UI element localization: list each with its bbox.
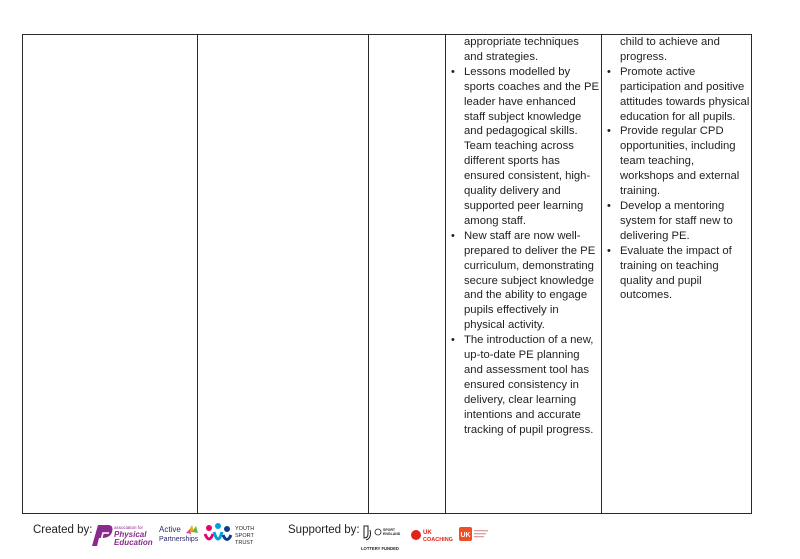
next-steps-bullet: • Provide regular CPD opportunities, including team teaching, workshops and external training.	[606, 124, 750, 199]
next-steps-bullet: • Evaluate the impact of training on teaching quality and pupil outcomes.	[606, 244, 750, 304]
youth-sport-trust-logo	[203, 522, 261, 550]
yst-line1: YOUTH	[235, 526, 255, 532]
afpe-tagline: association for	[114, 525, 144, 530]
uk-coaching-line2: COACHING	[423, 537, 453, 543]
afpe-education: Education	[114, 538, 153, 547]
lottery-funded-caption: LOTTERY FUNDED	[361, 546, 399, 551]
active-partnerships-logo	[158, 523, 200, 547]
active-partnerships-line1: Active	[159, 525, 181, 534]
uk-coaching-logo	[410, 526, 454, 546]
impact-continuation: appropriate techniques and strategies.	[464, 36, 579, 63]
column-divider	[197, 35, 198, 513]
plan-table	[22, 34, 752, 514]
column-divider	[368, 35, 369, 513]
afpe-physical: Physical	[114, 530, 147, 539]
uk-coaching-line1: UK	[423, 530, 432, 536]
next-steps-continuation: child to achieve and progress.	[620, 36, 720, 63]
next-steps-bullet: • Develop a mentoring system for staff new to delivering PE.	[606, 199, 750, 244]
footer	[0, 520, 800, 557]
impact-bullet: • The introduction of a new, up-to-date PE planning and assessment tool has ensured consistency in delivery, clear learning intentions and accurate tracking of pupil progress.	[450, 333, 600, 437]
next-steps-cell	[606, 35, 750, 303]
active-partnerships-line2: Partnerships	[159, 536, 199, 543]
afpe-logo	[90, 522, 154, 548]
yst-line3: TRUST	[235, 540, 254, 546]
impact-bullet: • Lessons modelled by sports coaches and the PE leader have enhanced staff subject knowledge and pedagogical skills. Team teaching across different sports has ensured consistent, high-quality delivery and supported peer learning among staff.	[450, 65, 600, 229]
uk-active-logo	[458, 526, 492, 546]
created-by-label: Created by:	[33, 524, 93, 536]
supported-by-label: Supported by:	[288, 524, 360, 536]
yst-line2: SPORT	[235, 533, 254, 539]
column-divider	[445, 35, 446, 513]
sport-england-line2: ENGLAND	[383, 532, 401, 536]
uk-active-mark: UK	[460, 532, 471, 539]
sport-england-line1: SPORT	[383, 528, 396, 532]
impact-cell	[450, 35, 600, 437]
sport-england-logo	[360, 524, 406, 554]
impact-bullet: • New staff are now well-prepared to deliver the PE curriculum, demonstrating secure subject knowledge and the ability to engage pupils effectively in physical activity.	[450, 229, 600, 333]
column-divider	[601, 35, 602, 513]
next-steps-bullet: • Promote active participation and positive attitudes towards physical education for all pupils.	[606, 65, 750, 125]
